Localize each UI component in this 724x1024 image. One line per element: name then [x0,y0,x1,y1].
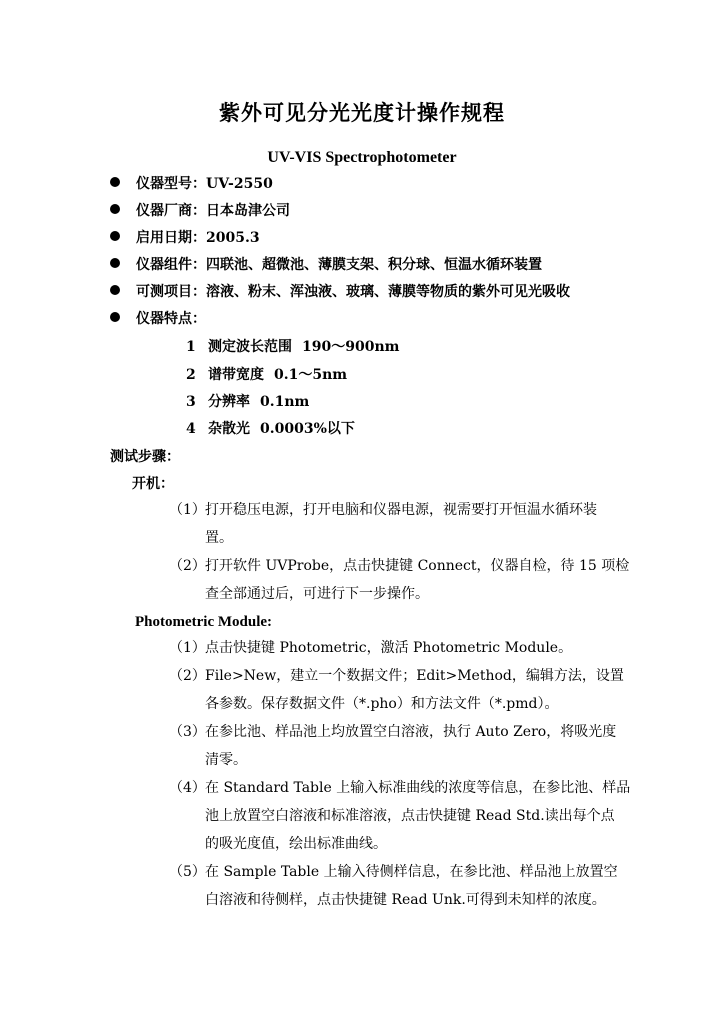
photometric-step-1-line-1: 点击快捷键 Photometric，激活 Photometric Module。 [205,640,573,656]
startup-step-2-line-1: 打开软件 UVProbe，点击快捷键 Connect，仪器自检，待 15 项检 [205,558,630,574]
photometric-step-2-number: （2） [169,668,206,684]
photometric-step-5-line-2: 白溶液和待侧样，点击快捷键 Read Unk.可得到未知样的浓度。 [205,892,606,908]
startup-step-1-line-1: 打开稳压电源，打开电脑和仪器电源，视需要打开恒温水循环装 [205,502,597,518]
photometric-step-4-line-1: 在 Standard Table 上输入标准曲线的浓度等信息，在参比池、样品 [205,780,631,796]
startup-heading: 开机： [132,476,174,492]
startup-step-2-number: （2） [169,558,206,574]
photometric-step-4-line-2: 池上放置空白溶液和标准溶液，点击快捷键 Read Std.读出每个点 [205,808,615,824]
startup-step-1-line-2: 置。 [205,530,233,546]
photometric-step-3-line-2: 清零。 [205,752,247,768]
info-item-measurable: 可测项目：溶液、粉末、浑浊液、玻璃、薄膜等物质的紫外可见光吸收 [110,285,570,299]
startup-step-1-number: （1） [169,502,206,518]
photometric-step-4-line-3: 的吸光度值，绘出标准曲线。 [205,836,387,852]
spec-item-wavelength: 1 测定波长范围 190～900nm [186,339,400,355]
photometric-step-5-line-1: 在 Sample Table 上输入待侧样信息，在参比池、样品池上放置空 [205,864,618,880]
photometric-step-3-number: （3） [169,724,206,740]
photometric-step-2-line-2: 各参数。保存数据文件（*.pho）和方法文件（*.pmd）。 [205,696,559,712]
info-item-manufacturer: 仪器厂商：日本岛津公司 [110,204,290,218]
photometric-heading: Photometric Module: [135,614,273,630]
bullet-icon [110,177,120,187]
spec-item-stray-light: 4 杂散光 0.0003%以下 [186,421,355,437]
photometric-step-5-number: （5） [169,864,206,880]
photometric-step-3-line-1: 在参比池、样品池上均放置空白溶液，执行 Auto Zero，将吸光度 [205,724,617,740]
photometric-step-1-number: （1） [169,640,206,656]
photometric-step-4-number: （4） [169,780,206,796]
bullet-icon [110,204,120,214]
spec-item-bandwidth: 2 谱带宽度 0.1～5nm [186,367,348,383]
info-item-features: 仪器特点： [110,312,206,326]
test-steps-heading: 测试步骤： [110,449,180,465]
page-title: 紫外可见分光光度计操作规程 [219,100,505,125]
bullet-icon [110,231,120,241]
page-subtitle: UV-VIS Spectrophotometer [267,149,457,166]
photometric-step-2-line-1: File>New，建立一个数据文件；Edit>Method，编辑方法，设置 [205,668,624,684]
info-item-components: 仪器组件：四联池、超微池、薄膜支架、积分球、恒温水循环装置 [110,258,542,272]
bullet-icon [110,312,120,322]
spec-item-resolution: 3 分辨率 0.1nm [186,394,310,410]
bullet-icon [110,285,120,295]
info-item-model: 仪器型号：UV-2550 [110,177,273,191]
startup-step-2-line-2: 查全部通过后，可进行下一步操作。 [205,586,429,602]
info-item-start-date: 启用日期：2005.3 [110,231,260,245]
bullet-icon [110,258,120,268]
